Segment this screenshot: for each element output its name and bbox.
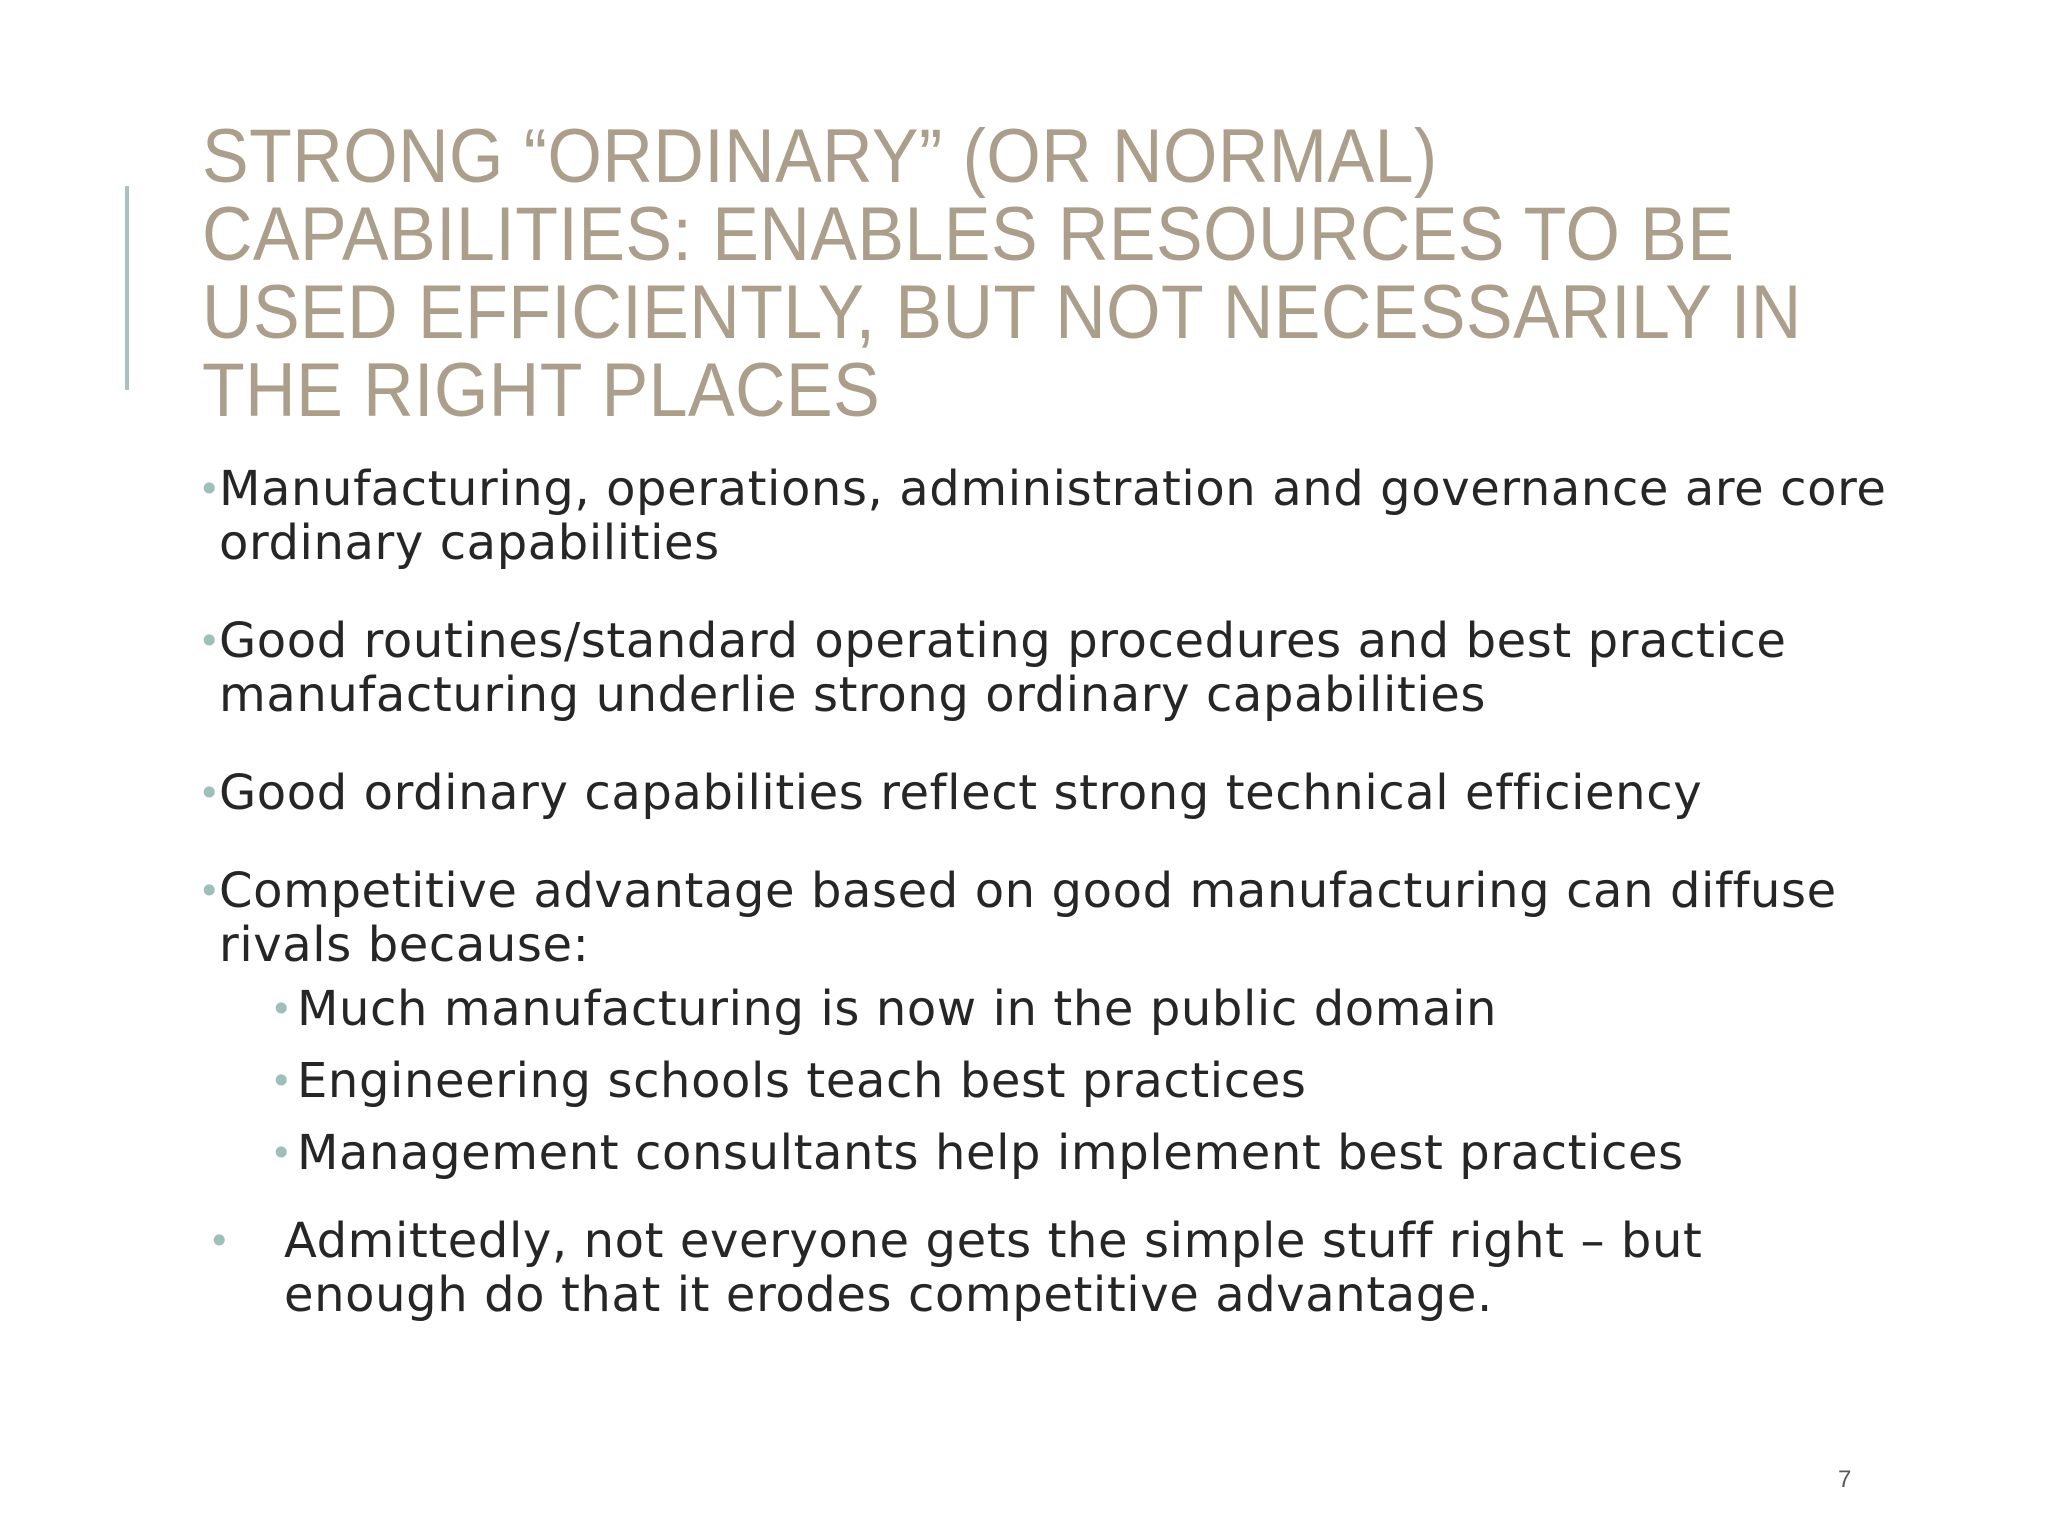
bullet-item — [198, 1214, 1948, 1322]
title-line: STRONG “ORDINARY” (OR NORMAL) — [202, 114, 1438, 199]
bullet-list — [198, 462, 1948, 1366]
bullet-dot-icon: • — [208, 1219, 232, 1263]
bullet-dot-icon: • — [198, 869, 222, 913]
bullet-text-continued: ordinary capabilities — [219, 515, 720, 571]
accent-bar — [125, 186, 129, 390]
bullet-text: Good ordinary capabilities reflect strong technical efficiency — [219, 765, 1703, 821]
sub-bullet-list — [198, 982, 1948, 1180]
title-line: CAPABILITIES: ENABLES RESOURCES TO BE — [202, 192, 1735, 277]
bullet-dot-icon: • — [270, 1131, 294, 1175]
sub-bullet-text: Management consultants help implement best practices — [297, 1125, 1684, 1181]
bullet-dot-icon: • — [270, 987, 294, 1031]
title-line: USED EFFICIENTLY, BUT NOT NECESSARILY IN — [202, 270, 1802, 355]
bullet-text-continued: enough do that it erodes competitive advantage. — [284, 1267, 1493, 1323]
sub-bullet-text: Much manufacturing is now in the public domain — [297, 981, 1498, 1037]
title-line: THE RIGHT PLACES — [202, 348, 881, 433]
sub-bullet-text: Engineering schools teach best practices — [297, 1053, 1307, 1109]
bullet-text: Good routines/standard operating procedures and best practice — [219, 613, 1787, 669]
bullet-text: Competitive advantage based on good manufacturing can diffuse — [219, 863, 1837, 919]
bullet-text: Manufacturing, operations, administration and governance are core — [219, 461, 1887, 517]
slide-title — [202, 114, 1802, 433]
sub-bullet-item — [270, 982, 1948, 1036]
bullet-text: Admittedly, not everyone gets the simple stuff right – but — [284, 1213, 1703, 1269]
bullet-item — [198, 766, 1948, 820]
bullet-item — [198, 462, 1948, 570]
page-number: 7 — [1838, 1466, 1852, 1493]
sub-bullet-item — [270, 1054, 1948, 1108]
bullet-dot-icon: • — [198, 467, 222, 511]
bullet-text-continued: rivals because: — [219, 917, 590, 973]
sub-bullet-item — [270, 1126, 1948, 1180]
bullet-dot-icon: • — [198, 771, 222, 815]
bullet-text-continued: manufacturing underlie strong ordinary capabilities — [219, 667, 1486, 723]
bullet-dot-icon: • — [198, 619, 222, 663]
bullet-item — [198, 864, 1948, 972]
bullet-item — [198, 614, 1948, 722]
bullet-dot-icon: • — [270, 1059, 294, 1103]
